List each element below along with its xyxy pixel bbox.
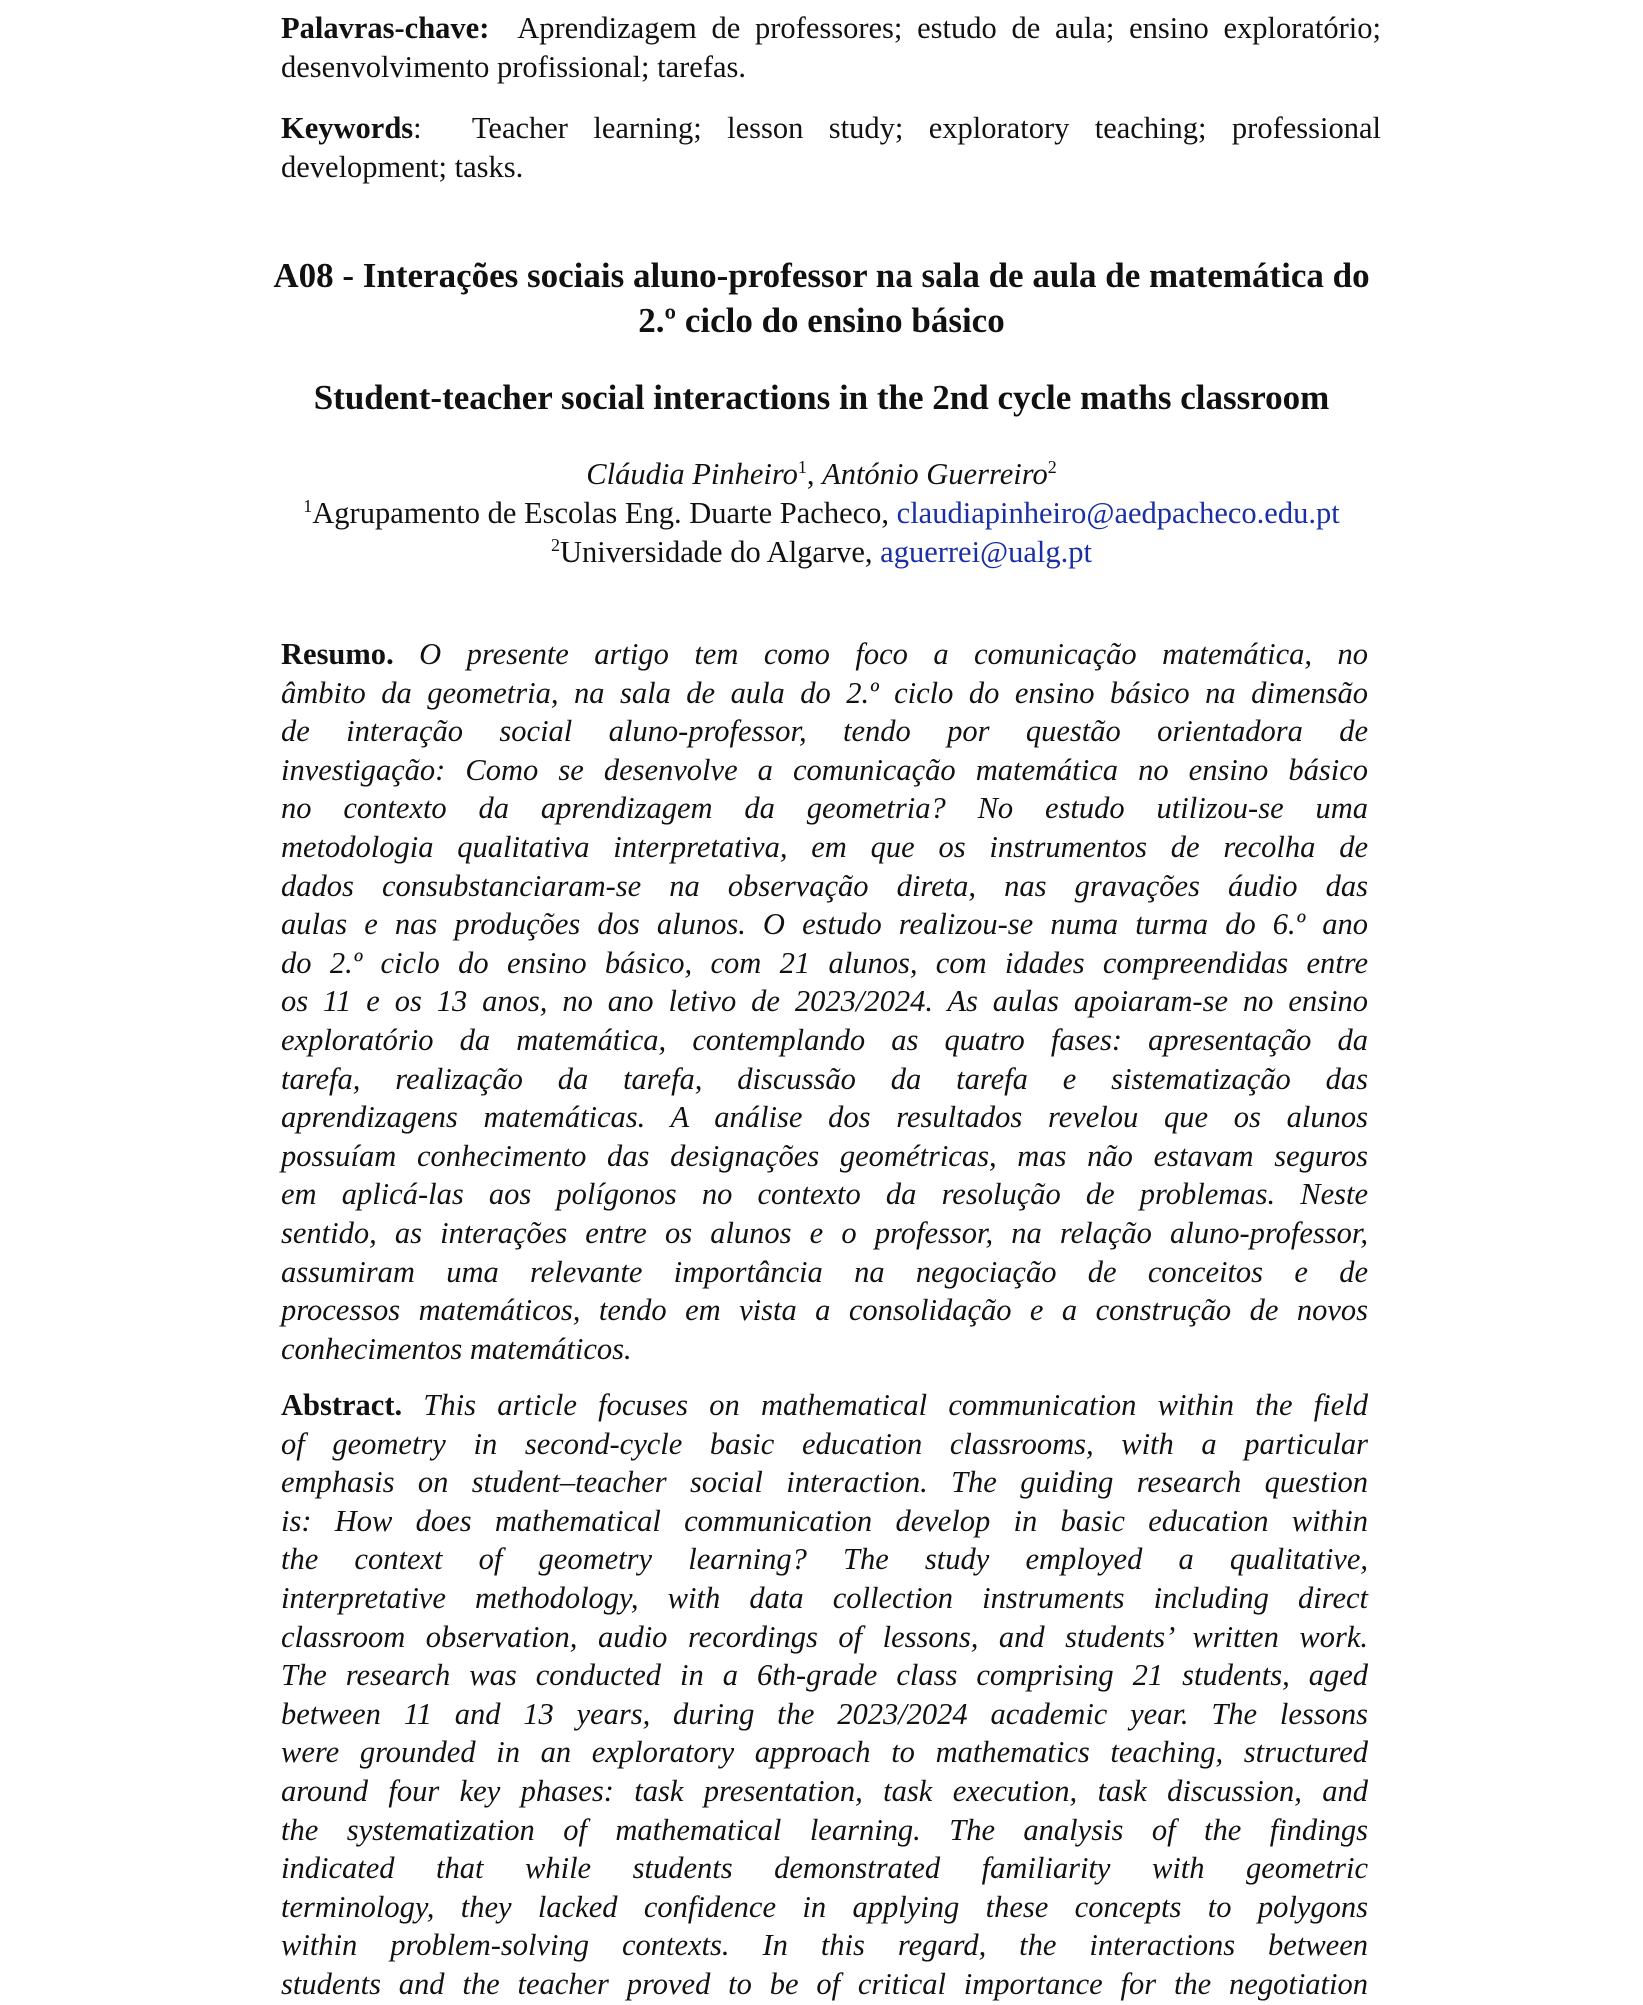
resumo-line-first [281,635,1368,674]
article-title-line1 [180,253,1463,298]
resumo-paragraph [281,635,1368,1368]
resumo-line: em aplicá-las aos polígonos no contexto da resolução de problemas. Neste [281,1177,1368,1212]
author-separator: , [806,457,823,491]
article-title [180,253,1463,343]
abstract-line: classroom observation, audio recordings of lessons, and students’ written work. [281,1619,1368,1654]
article-title-text: - Interações sociais aluno-professor na sala de aula de matemática do [333,256,1370,295]
resumo-line: exploratório da matemática, contemplando as quatro fases: apresentação da [281,1022,1368,1057]
resumo-line: metodologia qualitativa interpretativa, em que os instrumentos de recolha de [281,829,1368,864]
resumo-first-line-text: O presente artigo tem como foco a comunicação matemática, no [393,637,1368,671]
abstract-line: terminology, they lacked confidence in applying these concepts to polygons [281,1889,1368,1924]
abstract-first-line-text: This article focuses on mathematical communication within the field [402,1388,1368,1422]
article-title-en: Student-teacher social interactions in the 2nd cycle maths classroom [313,378,1330,417]
resumo-line: investigação: Como se desenvolve a comunicação matemática no ensino básico [281,752,1368,787]
abstract-line: is: How does mathematical communication develop in basic education within [281,1503,1368,1538]
keywords-en [281,109,1381,187]
authors-line [120,455,1523,494]
abstract-paragraph [281,1386,1368,2004]
abstract-line: the context of geometry learning? The study employed a qualitative, [281,1542,1368,1577]
keywords-pt-label: Palavras-chave: [281,11,490,45]
keywords-pt-text: Aprendizagem de professores; estudo de aula; ensino exploratório; desenvolvimento profissional; tarefas. [281,11,1381,84]
resumo-line: sentido, as interações entre os alunos e o professor, na relação aluno-professor, [281,1215,1368,1250]
resumo-line: processos matemáticos, tendo em vista a consolidação e a construção de novos [281,1293,1368,1328]
affiliation-2-email-link[interactable]: aguerrei@ualg.pt [880,535,1093,569]
abstract-line: emphasis on student–teacher social interaction. The guiding research question [281,1465,1368,1500]
resumo-label-period: . [386,637,394,671]
author-1: Cláudia Pinheiro [586,457,798,491]
resumo-line: dados consubstanciaram-se na observação direta, nas gravações áudio das [281,868,1368,903]
affiliation-1-email-link[interactable]: claudiapinheiro@aedpacheco.edu.pt [896,496,1340,530]
affiliation-1 [120,494,1523,533]
resumo-line: possuíam conhecimento das designações geométricas, mas não estavam seguros [281,1138,1368,1173]
keywords-en-label: Keywords [281,111,414,145]
abstract-label: Abstract [281,1388,395,1422]
article-title-line2: 2.º ciclo do ensino básico [638,301,1005,340]
abstract-line: indicated that while students demonstrated familiarity with geometric [281,1851,1368,1886]
resumo-line: os 11 e os 13 anos, no ano letivo de 2023/2024. As aulas apoiaram-se no ensino [281,984,1368,1019]
abstract-line: interpretative methodology, with data collection instruments including direct [281,1580,1368,1615]
resumo-line: do 2.º ciclo do ensino básico, com 21 alunos, com idades compreendidas entre [281,945,1368,980]
abstract-line: within problem-solving contexts. In this regard, the interactions between [281,1928,1368,1963]
affiliation-1-mark: 1 [303,495,313,516]
abstract-line: between 11 and 13 years, during the 2023/2024 academic year. The lessons [281,1696,1368,1731]
resumo-line: aprendizagens matemáticas. A análise dos resultados revelou que os alunos [281,1100,1368,1135]
abstract-line: were grounded in an exploratory approach to mathematics teaching, structured [281,1735,1368,1770]
abstract-line: students and the teacher proved to be of critical importance for the negotiation [281,1966,1368,2001]
abstract-line: the systematization of mathematical learning. The analysis of the findings [281,1812,1368,1847]
resumo-line: assumiram uma relevante importância na negociação de conceitos e de [281,1254,1368,1289]
keywords-en-colon: : [413,111,422,145]
author-1-mark: 1 [797,456,807,477]
resumo-line: no contexto da aprendizagem da geometria? No estudo utilizou-se uma [281,791,1368,826]
abstract-line: The research was conducted in a 6th-grade class comprising 21 students, aged [281,1658,1368,1693]
affiliation-2-name: Universidade do Algarve, [559,535,881,569]
author-2: António Guerreiro [822,457,1048,491]
affiliation-2 [120,533,1523,572]
affiliation-1-name: Agrupamento de Escolas Eng. Duarte Pacheco, [312,496,897,530]
abstract-line: of geometry in second-cycle basic education classrooms, with a particular [281,1426,1368,1461]
author-2-mark: 2 [1047,456,1057,477]
resumo-line: conhecimentos matemáticos. [281,1331,632,1366]
resumo-label: Resumo [281,637,387,671]
keywords-pt [281,9,1381,87]
article-code: A08 [273,256,334,295]
abstract-line-first [281,1386,1368,1425]
resumo-line: de interação social aluno-professor, tendo por questão orientadora de [281,714,1368,749]
keywords-en-text: Teacher learning; lesson study; exploratory teaching; professional development; tasks. [281,111,1381,184]
resumo-line: âmbito da geometria, na sala de aula do 2.º ciclo do ensino básico na dimensão [281,675,1368,710]
resumo-line: aulas e nas produções dos alunos. O estudo realizou-se numa turma do 6.º ano [281,907,1368,942]
abstract-label-period: . [394,1388,403,1422]
abstract-line: around four key phases: task presentation, task execution, task discussion, and [281,1773,1368,1808]
affiliation-2-mark: 2 [550,534,560,555]
resumo-line: tarefa, realização da tarefa, discussão da tarefa e sistematização das [281,1061,1368,1096]
